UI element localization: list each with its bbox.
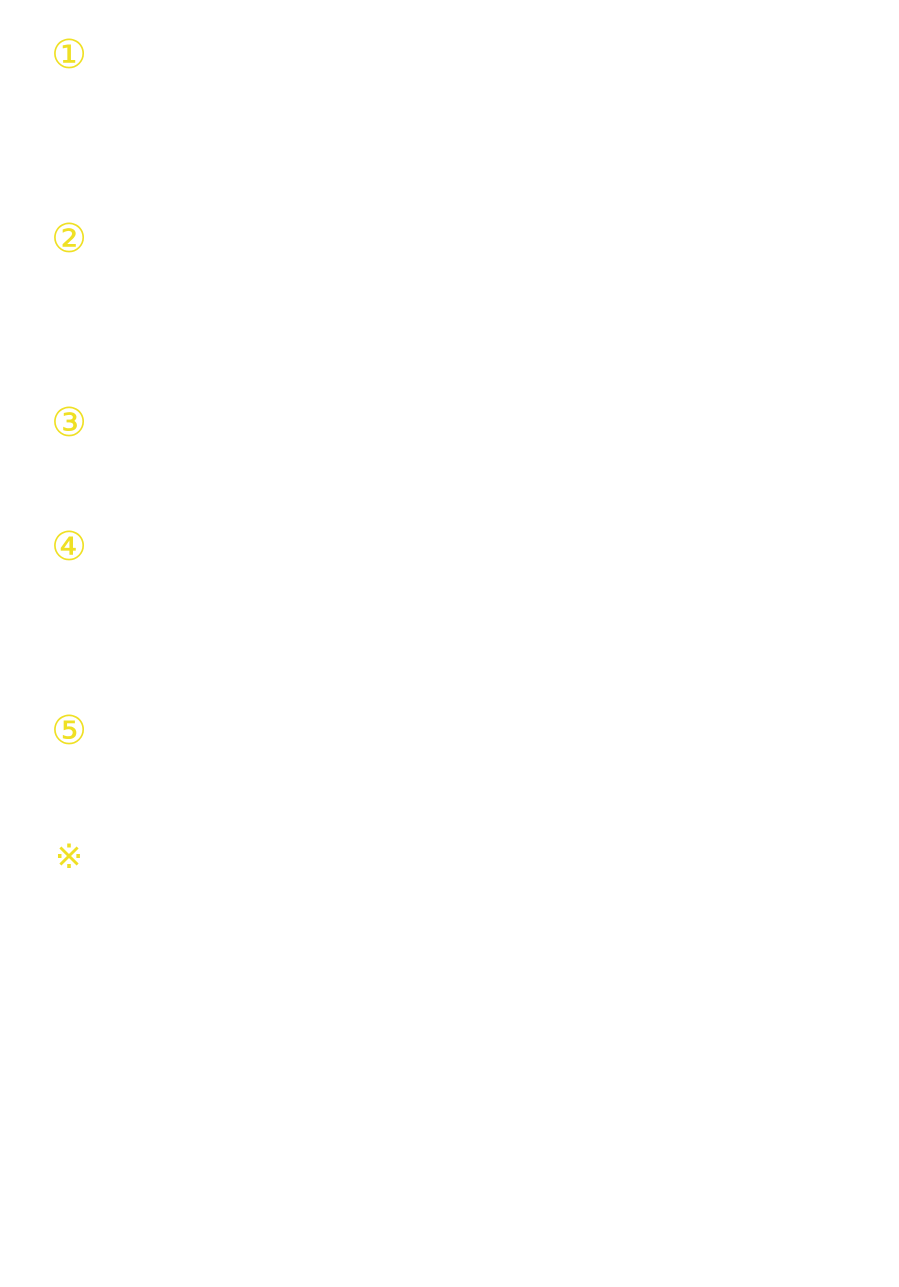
reference-mark: ※ <box>54 837 84 877</box>
circled-number-3: ③ <box>51 400 87 446</box>
circled-number-5: ⑤ <box>51 708 87 754</box>
circled-number-2: ② <box>51 216 87 262</box>
circled-number-4: ④ <box>51 524 87 570</box>
circled-number-1: ① <box>51 32 87 78</box>
